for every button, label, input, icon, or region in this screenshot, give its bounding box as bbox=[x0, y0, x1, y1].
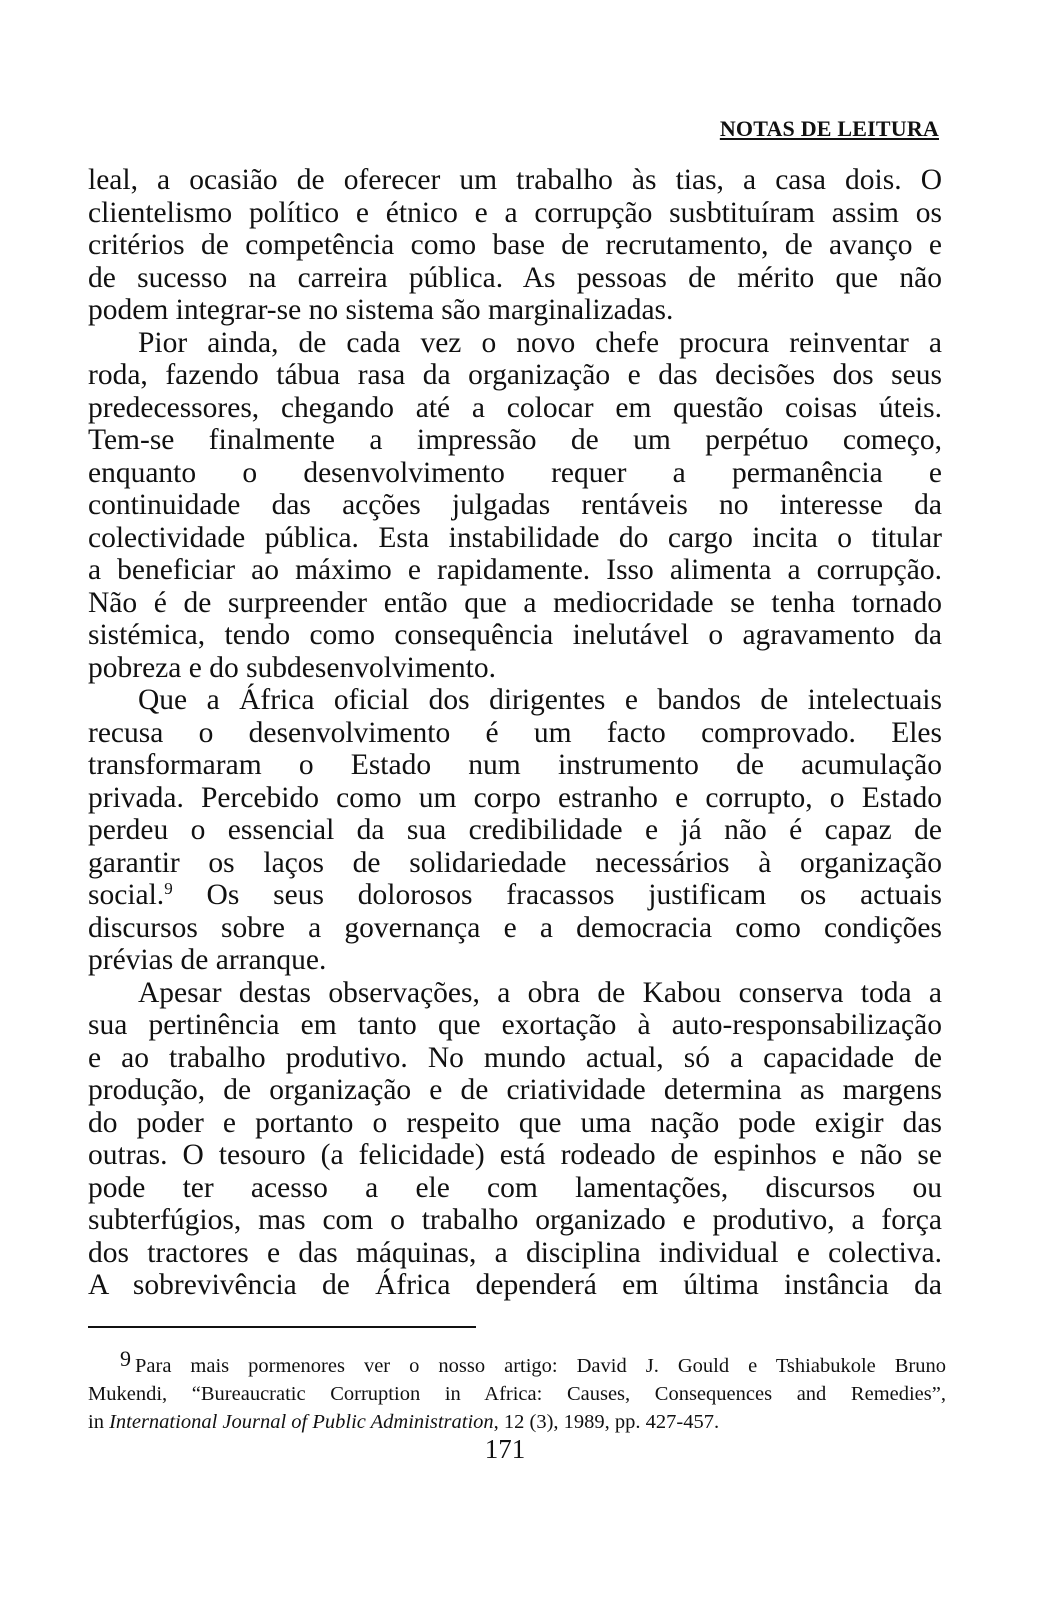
page-number: 171 bbox=[484, 1434, 526, 1464]
footnote-text: in bbox=[88, 1411, 110, 1433]
text-line: do poder e portanto o respeito que uma nação pode exigir das bbox=[88, 1106, 942, 1139]
text-line: outras. O tesouro (a felicidade) está rodeado de espinhos e não se bbox=[88, 1139, 942, 1171]
footnote-reference[interactable]: 9 bbox=[164, 879, 173, 898]
footnote-line bbox=[88, 1408, 946, 1436]
text-line: podem integrar-se no sistema são marginalizadas. bbox=[88, 294, 674, 326]
text-line: sistémica, tendo como consequência inelutável o agravamento da bbox=[88, 619, 942, 651]
text-line: perdeu o essencial da sua credibilidade e já não é capaz de bbox=[88, 814, 942, 846]
text-line: prévias de arranque. bbox=[88, 944, 327, 976]
footnote-text: , 12 (3), 1989, pp. 427-457. bbox=[493, 1411, 720, 1433]
text-line: Que a África oficial dos dirigentes e bandos de intelectuais bbox=[138, 684, 942, 716]
text-line: privada. Percebido como um corpo estranho e corrupto, o Estado bbox=[88, 781, 942, 814]
body-text bbox=[88, 164, 942, 1302]
text-line: sua pertinência em tanto que exortação à auto-responsabilização bbox=[88, 1009, 942, 1041]
text-line: e ao trabalho produtivo. No mundo actual, só a capacidade de bbox=[88, 1041, 942, 1074]
footnote-number: 9 bbox=[120, 1346, 131, 1371]
text-line: Apesar destas observações, a obra de Kabou conserva toda a bbox=[138, 976, 942, 1009]
text-segment: social. bbox=[88, 879, 165, 911]
text-line: subterfúgios, mas com o trabalho organizado e produtivo, a força bbox=[88, 1204, 942, 1236]
text-line: transformaram o Estado num instrumento de acumulação bbox=[88, 749, 942, 781]
text-line: pode ter acesso a ele com lamentações, discursos ou bbox=[88, 1171, 942, 1204]
text-line: discursos sobre a governança e a democracia como condições bbox=[88, 911, 942, 944]
text-line: critérios de competência como base de recrutamento, de avanço e bbox=[88, 229, 942, 261]
text-line: leal, a ocasião de oferecer um trabalho às tias, a casa dois. O bbox=[88, 164, 942, 196]
text-line: continuidade das acções julgadas rentáveis no interesse da bbox=[88, 489, 942, 521]
text-line: de sucesso na carreira pública. As pessoas de mérito que não bbox=[88, 261, 942, 294]
text-line: Pior ainda, de cada vez o novo chefe procura reinventar a bbox=[138, 326, 942, 359]
text-line: colectividade pública. Esta instabilidade do cargo incita o titular bbox=[88, 521, 942, 554]
text-line: a beneficiar ao máximo e rapidamente. Isso alimenta a corrupção. bbox=[88, 554, 942, 586]
footnote-line bbox=[88, 1345, 946, 1380]
text-line: recusa o desenvolvimento é um facto comprovado. Eles bbox=[88, 716, 942, 749]
running-header: NOTAS DE LEITURA bbox=[719, 116, 939, 141]
text-line: enquanto o desenvolvimento requer a permanência e bbox=[88, 456, 942, 489]
text-line: dos tractores e das máquinas, a disciplina individual e colectiva. bbox=[88, 1236, 942, 1269]
text-line: pobreza e do subdesenvolvimento. bbox=[88, 651, 496, 684]
footnote-text: Para mais pormenores ver o nosso artigo: David J. Gould e Tshiabukole Bruno bbox=[135, 1355, 946, 1377]
footnote bbox=[88, 1345, 946, 1436]
text-line: clientelismo político e étnico e a corrupção susbtituíram assim os bbox=[88, 196, 942, 229]
text-line: garantir os laços de solidariedade necessários à organização bbox=[88, 846, 942, 879]
text-segment: Os seus dolorosos fracassos justificam os actuais bbox=[172, 879, 942, 911]
text-line bbox=[88, 879, 942, 912]
text-line: Não é de surpreender então que a mediocridade se tenha tornado bbox=[88, 586, 942, 619]
text-line: produção, de organização e de criatividade determina as margens bbox=[88, 1074, 942, 1106]
footnote-line: Mukendi, “Bureaucratic Corruption in Africa: Causes, Consequences and Remedies”, bbox=[88, 1383, 946, 1405]
text-line: Tem-se finalmente a impressão de um perpétuo começo, bbox=[88, 424, 942, 456]
journal-title: International Journal of Public Administration bbox=[109, 1411, 494, 1433]
text-line: predecessores, chegando até a colocar em questão coisas úteis. bbox=[88, 391, 942, 424]
text-line: A sobrevivência de África dependerá em última instância da bbox=[88, 1269, 942, 1301]
footnote-divider bbox=[88, 1326, 476, 1328]
text-line: roda, fazendo tábua rasa da organização e das decisões dos seus bbox=[88, 359, 942, 391]
